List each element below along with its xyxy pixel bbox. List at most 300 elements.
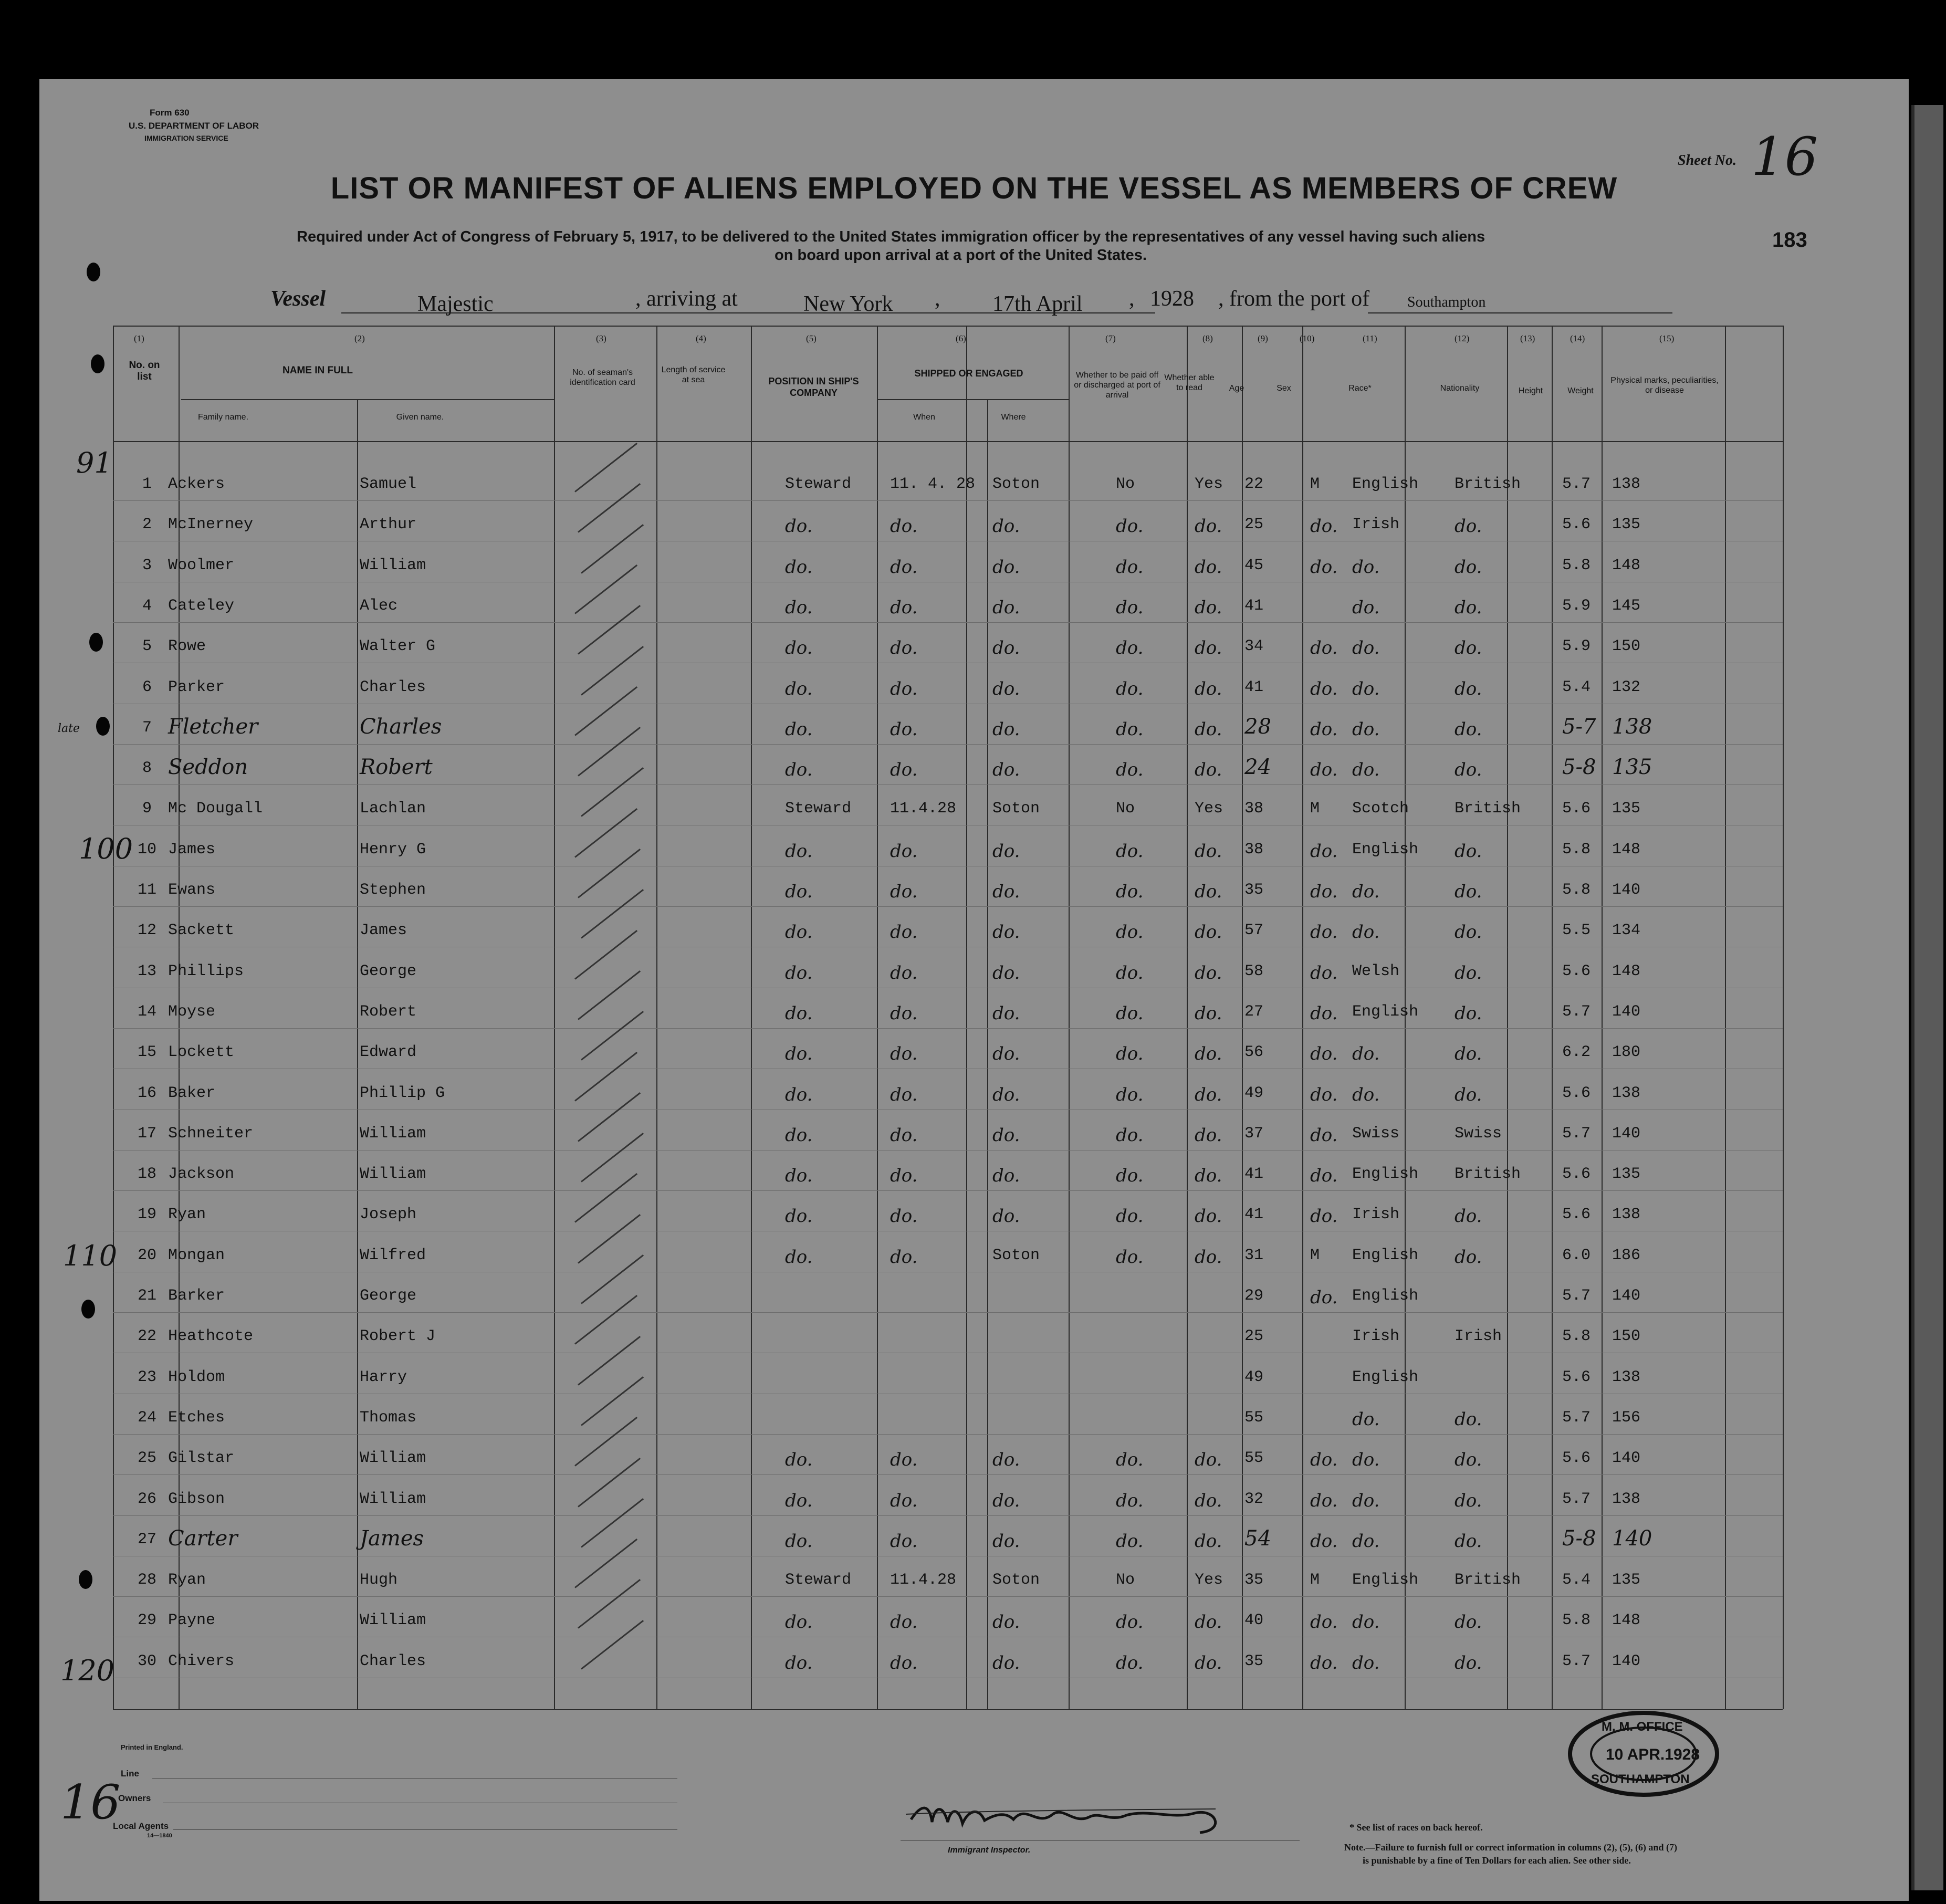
row-rule (113, 1434, 1783, 1435)
cell-height: 5.7 (1562, 1002, 1591, 1021)
cell-when: do. (890, 1246, 918, 1268)
cell-where: do. (992, 516, 1020, 537)
cell-sex: do. (1310, 718, 1338, 740)
cell-family-name: Cateley (168, 597, 235, 615)
id-card-tick (574, 443, 637, 493)
cell-position: do. (785, 637, 813, 659)
cell-weight: 135 (1612, 800, 1641, 818)
cell-able-read: do. (1195, 881, 1222, 902)
cell-position: do. (785, 1124, 813, 1146)
cell-family-name: Gibson (168, 1490, 225, 1508)
cell-race: English (1352, 840, 1419, 859)
cell-age: 28 (1244, 714, 1271, 739)
vessel-label: Vessel (270, 287, 326, 311)
cell-where: do. (992, 1165, 1020, 1187)
grid-vline (1507, 326, 1508, 1709)
cell-race: do. (1352, 637, 1380, 659)
col-length-service: Length of service at sea (661, 365, 726, 384)
cell-given-name: James (360, 922, 407, 940)
cell-height: 5.8 (1562, 840, 1591, 859)
cell-sex: do. (1310, 1287, 1338, 1308)
cell-able-read: do. (1195, 1124, 1222, 1146)
id-card-tick (578, 727, 641, 777)
col-given-name: Given name. (396, 413, 444, 422)
margin-note-120: 120 (60, 1654, 115, 1687)
cell-position: do. (785, 840, 813, 862)
cell-weight: 132 (1612, 678, 1641, 696)
cell-able-read: do. (1195, 1612, 1222, 1633)
cell-age: 45 (1244, 556, 1264, 574)
cell-able-read: do. (1195, 678, 1222, 699)
cell-height: 5.6 (1562, 1368, 1591, 1386)
cell-race: English (1352, 1368, 1419, 1386)
cell-age: 56 (1244, 1043, 1264, 1062)
cell-position: do. (785, 516, 813, 537)
cell-given-name: Hugh (360, 1571, 398, 1589)
race-footnote: * See list of races on back hereof. (1349, 1822, 1483, 1833)
row-rule (113, 906, 1783, 907)
cell-given-name: Robert (360, 1002, 417, 1021)
cell-race: do. (1352, 1408, 1380, 1430)
cell-nationality: do. (1455, 1612, 1482, 1633)
cell-nationality: do. (1455, 1043, 1482, 1065)
id-card-tick (578, 1092, 641, 1142)
cell-given-name: Henry G (360, 840, 426, 859)
cell-paid-off: do. (1116, 1002, 1144, 1024)
punch-hole (87, 263, 100, 281)
cell-able-read: do. (1195, 922, 1222, 943)
cell-when: 11. 4. 28 (890, 475, 976, 493)
margin-note-91: 91 (76, 446, 112, 479)
from-port-label: , from the port of (1218, 287, 1370, 311)
cell-height: 5.8 (1562, 1327, 1591, 1346)
sheet-number: 16 (1751, 126, 1818, 187)
column-number: (1) (134, 333, 144, 343)
punch-hole (89, 633, 103, 652)
cell-sex: do. (1310, 962, 1338, 984)
cell-family-name: Heathcote (168, 1327, 254, 1346)
cell-able-read: do. (1195, 1652, 1222, 1673)
grid-vline (877, 326, 878, 1709)
cell-when: do. (890, 840, 918, 862)
cell-race: Irish (1352, 1327, 1400, 1346)
cell-race: English (1352, 1246, 1419, 1264)
id-card-tick (578, 483, 641, 533)
cell-paid-off: do. (1116, 637, 1144, 659)
cell-family-name: Ryan (168, 1206, 206, 1224)
cell-position: do. (785, 1002, 813, 1024)
cell-weight: 148 (1612, 556, 1641, 574)
cell-age: 38 (1244, 840, 1264, 859)
col-age: Age (1229, 384, 1244, 393)
cell-paid-off: do. (1116, 1246, 1144, 1268)
margin-note-16: 16 (60, 1775, 121, 1830)
col-no-on-list: No. on list (129, 360, 160, 382)
footer-owners-label: Owners (118, 1793, 151, 1803)
cell-when: do. (890, 1124, 918, 1146)
cell-when: do. (890, 637, 918, 659)
cell-nationality: do. (1455, 678, 1482, 699)
column-number: (3) (596, 333, 606, 343)
cell-sex: do. (1310, 516, 1338, 537)
cell-row-no: 28 (138, 1571, 157, 1589)
grid-vline (966, 326, 967, 1709)
cell-weight: 140 (1612, 881, 1641, 899)
cell-row-no: 1 (142, 475, 152, 493)
cell-where: do. (992, 759, 1020, 781)
sep-1: , (935, 287, 940, 311)
cell-height: 5.6 (1562, 1206, 1591, 1224)
cell-row-no: 15 (138, 1043, 157, 1062)
cell-given-name: Charles (360, 714, 442, 739)
department: U.S. DEPARTMENT OF LABOR (129, 121, 259, 131)
cell-given-name: Joseph (360, 1206, 417, 1224)
cell-where: do. (992, 840, 1020, 862)
cell-race: do. (1352, 556, 1380, 578)
grid-vline (656, 326, 657, 1709)
punch-hole (79, 1570, 92, 1589)
column-number: (8) (1202, 333, 1213, 343)
cell-age: 57 (1244, 922, 1264, 940)
cell-age: 35 (1244, 881, 1264, 899)
header-subrule (181, 399, 554, 400)
cell-family-name: Rowe (168, 637, 206, 656)
cell-weight: 138 (1612, 1084, 1641, 1102)
cell-nationality: do. (1455, 1246, 1482, 1268)
cell-paid-off: do. (1116, 1490, 1144, 1511)
cell-height: 5.8 (1562, 556, 1591, 574)
cell-able-read: do. (1195, 759, 1222, 781)
cell-able-read: do. (1195, 516, 1222, 537)
manifest-page (39, 79, 1909, 1901)
cell-position: do. (785, 1084, 813, 1105)
cell-nationality: British (1455, 475, 1521, 493)
year: 1928 (1150, 287, 1194, 311)
grid-vline (1783, 326, 1784, 1709)
cell-family-name: Mongan (168, 1246, 225, 1264)
cell-race: do. (1352, 1084, 1380, 1105)
cell-height: 5.7 (1562, 1652, 1591, 1670)
cell-family-name: Ewans (168, 881, 216, 899)
cell-where: Soton (992, 475, 1040, 493)
cell-weight: 140 (1612, 1124, 1641, 1143)
cell-given-name: Samuel (360, 475, 417, 493)
office-stamp (1565, 1709, 1722, 1798)
cell-position: do. (785, 1530, 813, 1552)
cell-where: do. (992, 1490, 1020, 1511)
cell-family-name: Schneiter (168, 1124, 254, 1143)
cell-paid-off: do. (1116, 840, 1144, 862)
cell-age: 31 (1244, 1246, 1264, 1264)
cell-family-name: Parker (168, 678, 225, 696)
punch-hole (81, 1300, 95, 1319)
cell-paid-off: do. (1116, 1165, 1144, 1187)
cell-nationality: do. (1455, 962, 1482, 984)
cell-sex: do. (1310, 637, 1338, 659)
page-number: 183 (1772, 228, 1807, 252)
cell-height: 5.9 (1562, 637, 1591, 656)
cell-when: do. (890, 1612, 918, 1633)
cell-age: 25 (1244, 516, 1264, 534)
cell-able-read: do. (1195, 1043, 1222, 1065)
cell-family-name: Seddon (168, 755, 248, 780)
cell-race: do. (1352, 1043, 1380, 1065)
cell-height: 5.6 (1562, 1165, 1591, 1184)
cell-sex: do. (1310, 1206, 1338, 1227)
cell-age: 55 (1244, 1449, 1264, 1468)
cell-height: 5.5 (1562, 922, 1591, 940)
row-rule (113, 1312, 1783, 1313)
cell-where: do. (992, 881, 1020, 902)
cell-weight: 135 (1612, 1165, 1641, 1184)
id-card-tick (574, 930, 637, 980)
punch-hole (96, 717, 110, 736)
cell-weight: 180 (1612, 1043, 1641, 1062)
cell-height: 5.6 (1562, 1084, 1591, 1102)
vessel-name: Majestic (417, 292, 494, 316)
cell-nationality: do. (1455, 597, 1482, 618)
cell-position: do. (785, 1246, 813, 1268)
grid-vline (113, 326, 114, 1709)
cell-position: do. (785, 556, 813, 578)
cell-where: do. (992, 1652, 1020, 1673)
cell-height: 5.7 (1562, 475, 1591, 493)
cell-race: do. (1352, 922, 1380, 943)
cell-given-name: Charles (360, 1652, 426, 1670)
cell-row-no: 3 (142, 556, 152, 574)
cell-race: do. (1352, 1449, 1380, 1471)
cell-paid-off: do. (1116, 1084, 1144, 1105)
cell-age: 41 (1244, 678, 1264, 696)
cell-paid-off: do. (1116, 1043, 1144, 1065)
cell-age: 37 (1244, 1124, 1264, 1143)
column-number: (12) (1455, 333, 1470, 343)
cell-position: do. (785, 881, 813, 902)
cell-paid-off: do. (1116, 1612, 1144, 1633)
cell-race: do. (1352, 881, 1380, 902)
id-card-tick (574, 1051, 637, 1101)
cell-where: do. (992, 1530, 1020, 1552)
cell-family-name: Carter (168, 1526, 238, 1551)
cell-able-read: do. (1195, 1449, 1222, 1471)
cell-weight: 134 (1612, 922, 1641, 940)
cell-weight: 148 (1612, 1612, 1641, 1630)
id-card-tick (574, 1295, 637, 1345)
cell-row-no: 19 (138, 1206, 157, 1224)
cell-paid-off: do. (1116, 759, 1144, 781)
cell-race: Swiss (1352, 1124, 1400, 1143)
cell-race: do. (1352, 759, 1380, 781)
cell-family-name: McInerney (168, 516, 254, 534)
cell-position: do. (785, 922, 813, 943)
footer-agents-label: Local Agents (113, 1821, 169, 1831)
row-rule (113, 784, 1783, 785)
cell-weight: 140 (1612, 1002, 1641, 1021)
cell-when: do. (890, 759, 918, 781)
cell-where: do. (992, 1002, 1020, 1024)
cell-row-no: 11 (138, 881, 157, 899)
cell-nationality: do. (1455, 1449, 1482, 1471)
cell-row-no: 20 (138, 1246, 157, 1264)
cell-height: 5.6 (1562, 962, 1591, 980)
col-able-read: Whether able to read (1164, 373, 1215, 392)
cell-weight: 145 (1612, 597, 1641, 615)
cell-able-read: do. (1195, 637, 1222, 659)
form-code: 14—1840 (147, 1833, 172, 1839)
cell-when: do. (890, 556, 918, 578)
cell-where: do. (992, 922, 1020, 943)
cell-paid-off: do. (1116, 1652, 1144, 1673)
cell-paid-off: do. (1116, 962, 1144, 984)
cell-weight: 140 (1612, 1449, 1641, 1468)
cell-height: 5-8 (1562, 755, 1596, 780)
cell-race: do. (1352, 718, 1380, 740)
sheet-label: Sheet No. (1678, 152, 1736, 169)
cell-weight: 135 (1612, 755, 1652, 780)
cell-given-name: William (360, 1490, 426, 1508)
grid-bottom-rule (113, 1709, 1783, 1710)
cell-nationality: British (1455, 1165, 1521, 1184)
cell-age: 41 (1244, 1206, 1264, 1224)
row-rule (113, 1190, 1783, 1191)
cell-row-no: 13 (138, 962, 157, 980)
cell-height: 5.6 (1562, 516, 1591, 534)
cell-when: do. (890, 881, 918, 902)
cell-weight: 186 (1612, 1246, 1641, 1264)
cell-nationality: Swiss (1455, 1124, 1502, 1143)
cell-when: do. (890, 1530, 918, 1552)
cell-able-read: do. (1195, 1002, 1222, 1024)
cell-able-read: do. (1195, 1530, 1222, 1552)
cell-sex: do. (1310, 1530, 1338, 1552)
cell-age: 27 (1244, 1002, 1264, 1021)
column-number: (6) (956, 333, 966, 343)
cell-position: do. (785, 1490, 813, 1511)
cell-nationality: Irish (1455, 1327, 1502, 1346)
grid-vline (554, 326, 555, 1709)
cell-age: 24 (1244, 755, 1271, 780)
cell-able-read: do. (1195, 556, 1222, 578)
col-weight: Weight (1567, 386, 1594, 395)
cell-when: do. (890, 597, 918, 618)
stamp-date: 10 APR.1928 (1606, 1746, 1700, 1763)
cell-family-name: Mc Dougall (168, 800, 263, 818)
cell-sex: do. (1310, 759, 1338, 781)
cell-given-name: James (360, 1526, 424, 1551)
column-number: (10) (1300, 333, 1315, 343)
cell-race: do. (1352, 1612, 1380, 1633)
row-rule (113, 744, 1783, 745)
cell-age: 55 (1244, 1408, 1264, 1427)
cell-able-read: do. (1195, 1165, 1222, 1187)
cell-race: Welsh (1352, 962, 1400, 980)
cell-family-name: Barker (168, 1287, 225, 1305)
row-rule (113, 1515, 1783, 1516)
cell-sex: do. (1310, 840, 1338, 862)
cell-where: do. (992, 1449, 1020, 1471)
id-card-tick (578, 849, 641, 898)
cell-age: 35 (1244, 1571, 1264, 1589)
cell-given-name: Harry (360, 1368, 407, 1386)
cell-when: do. (890, 1084, 918, 1105)
cell-when: do. (890, 1449, 918, 1471)
cell-sex: do. (1310, 1124, 1338, 1146)
cell-where: do. (992, 637, 1020, 659)
cell-nationality: do. (1455, 1002, 1482, 1024)
cell-age: 22 (1244, 475, 1264, 493)
grid-vline (357, 399, 358, 1709)
id-card-tick (578, 1579, 641, 1629)
grid-vline (1069, 326, 1070, 1709)
cell-nationality: do. (1455, 1408, 1482, 1430)
cell-position: do. (785, 597, 813, 618)
cell-row-no: 16 (138, 1084, 157, 1102)
row-rule (113, 500, 1783, 501)
cell-nationality: British (1455, 800, 1521, 818)
cell-paid-off: do. (1116, 718, 1144, 740)
cell-where: do. (992, 556, 1020, 578)
cell-nationality: do. (1455, 759, 1482, 781)
inspector-rule (901, 1840, 1300, 1841)
cell-weight: 140 (1612, 1526, 1652, 1551)
column-number: (11) (1363, 333, 1377, 343)
cell-where: Soton (992, 800, 1040, 818)
cell-sex: M (1310, 1571, 1320, 1589)
cell-row-no: 8 (142, 759, 152, 778)
id-card-tick (578, 605, 641, 655)
column-number: (7) (1105, 333, 1116, 343)
cell-given-name: Walter G (360, 637, 436, 656)
cell-row-no: 17 (138, 1124, 157, 1143)
cell-row-no: 30 (138, 1652, 157, 1670)
cell-where: Soton (992, 1571, 1040, 1589)
cell-position: do. (785, 678, 813, 699)
cell-sex: M (1310, 800, 1320, 818)
cell-family-name: Lockett (168, 1043, 235, 1062)
cell-age: 40 (1244, 1612, 1264, 1630)
col-when: When (913, 413, 935, 422)
footer-line-rule (152, 1778, 677, 1779)
cell-position: do. (785, 718, 813, 740)
cell-age: 34 (1244, 637, 1264, 656)
cell-height: 5.4 (1562, 1571, 1591, 1589)
grid-vline (1602, 326, 1603, 1709)
cell-family-name: Payne (168, 1612, 216, 1630)
cell-family-name: Woolmer (168, 556, 235, 574)
sep-2: , (1129, 287, 1135, 311)
grid-vline (1187, 326, 1188, 1709)
cell-weight: 140 (1612, 1287, 1641, 1305)
id-card-tick (578, 1336, 641, 1386)
margin-note-100: 100 (79, 832, 133, 865)
stamp-top-text: M. M. OFFICE (1602, 1720, 1683, 1734)
cell-given-name: George (360, 1287, 417, 1305)
cell-weight: 140 (1612, 1652, 1641, 1670)
cell-row-no: 26 (138, 1490, 157, 1508)
cell-age: 25 (1244, 1327, 1264, 1346)
cell-paid-off: do. (1116, 881, 1144, 902)
cell-row-no: 4 (142, 597, 152, 615)
cell-row-no: 24 (138, 1408, 157, 1427)
cell-sex: do. (1310, 1043, 1338, 1065)
cell-height: 5.4 (1562, 678, 1591, 696)
cell-race: English (1352, 1002, 1419, 1021)
col-id-card: No. of seaman's identification card (570, 368, 635, 387)
cell-height: 6.0 (1562, 1246, 1591, 1264)
port-underline (1368, 312, 1672, 313)
col-where: Where (1001, 413, 1026, 422)
service: IMMIGRATION SERVICE (144, 134, 228, 142)
